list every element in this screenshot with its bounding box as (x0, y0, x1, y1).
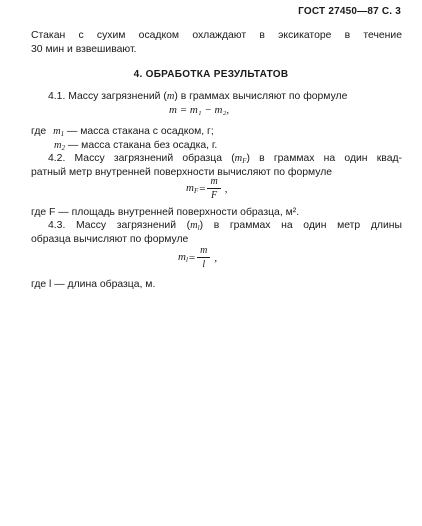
item-4-1-text-b: ) в граммах вычисляют по формуле (174, 91, 348, 102)
where-f: где F — площадь внутренней поверхности образца, м². (31, 207, 300, 218)
intro-line-2: 30 мин и взвешивают. (31, 44, 137, 55)
formula-4-3 (178, 245, 217, 270)
formula-4-1: m = m₁ − m₂, (169, 104, 230, 116)
m2-symbol: $m_2$ (54, 140, 66, 152)
denominator: F (211, 190, 218, 201)
item-4-3-line-2: образца вычисляют по формуле (31, 234, 189, 245)
page-header: ГОСТ 27450—87 С. 3 (298, 6, 401, 17)
intro-line-1: Стакан с сухим осадком охлаждают в эксикаторе в течение (31, 30, 402, 41)
item-4-2-line-2: ратный метр внутренней поверхности вычисляют по формуле (31, 167, 333, 178)
formula-4-2-fraction (207, 176, 220, 201)
item-4-3-text-a: 4.3. Массу загрязнений ( (48, 220, 191, 231)
item-4-1-text (48, 90, 402, 104)
formula-4-3-lhs: $m_l$ (178, 251, 188, 264)
denominator: l (202, 259, 206, 270)
ml-symbol: $m_l$ (190, 220, 200, 232)
item-4-2-text-a: 4.2. Массу загрязнений образца ( (48, 153, 235, 164)
m1-description: — масса стакана с осадком, г; (64, 126, 214, 137)
m2-description: — масса стакана без осадка, г. (65, 140, 218, 151)
numerator: m (210, 176, 218, 187)
item-4-3-text-b: ) в граммах на один метр длины (199, 220, 402, 231)
item-4-1-text-a: 4.1. Массу загрязнений ( (48, 91, 167, 102)
equals-sign: = (199, 182, 206, 195)
where-l: где l — длина образца, м. (31, 279, 156, 290)
formula-4-3-comma: , (214, 251, 218, 264)
equals-sign: = (188, 251, 196, 264)
section-heading: 4. ОБРАБОТКА РЕЗУЛЬТАТОВ (133, 69, 289, 80)
item-4-1-symbol: m (166, 91, 175, 102)
formula-4-2 (186, 176, 227, 201)
m1-symbol: $m_1$ (53, 126, 65, 138)
numerator: m (200, 245, 208, 256)
mf-symbol: $m_F$ (234, 153, 247, 165)
formula-4-2-comma: , (224, 182, 228, 195)
formula-4-2-lhs: $m_F$ (186, 182, 199, 195)
where-prefix: где (31, 126, 47, 137)
item-4-2-text-b: ) в граммах на один квад- (246, 153, 403, 164)
formula-4-3-fraction (197, 245, 210, 270)
